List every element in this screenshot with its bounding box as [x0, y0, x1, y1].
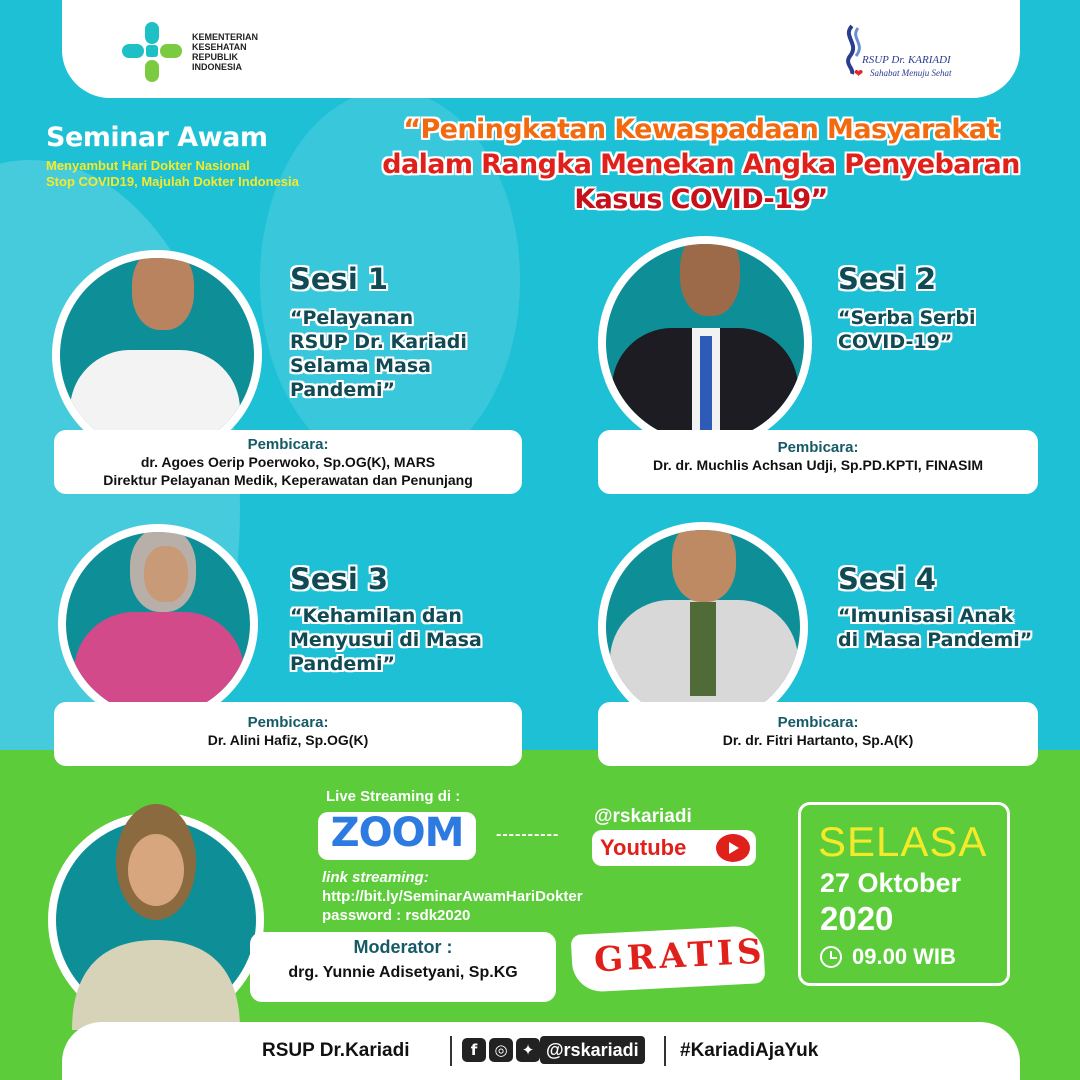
- session-topic: [838, 604, 1032, 652]
- speaker-heading: Pembicara:: [247, 714, 329, 731]
- speaker-card-3: [54, 702, 522, 766]
- moderator-photo: [42, 770, 270, 1030]
- speaker-card-2: [598, 430, 1038, 494]
- topic-line: Selama Masa: [290, 355, 431, 377]
- youtube-handle: @rskariadi: [594, 806, 692, 827]
- session-label: Sesi 3: [290, 562, 389, 596]
- speaker-heading: Pembicara:: [777, 714, 859, 731]
- seminar-subtitle: [46, 158, 299, 190]
- event-title-line: dalam Rangka Menekan Angka Penyebaran: [382, 149, 1020, 180]
- kemenkes-line: REPUBLIK: [192, 52, 239, 62]
- speaker-heading: Pembicara:: [777, 439, 859, 456]
- topic-line: “Pelayanan: [290, 307, 414, 329]
- event-title: [336, 112, 1066, 217]
- session-label: Sesi 1: [290, 262, 389, 296]
- speaker-photo-4: [598, 522, 808, 732]
- moderator-card: [250, 932, 556, 1002]
- kemenkes-line: KESEHATAN: [192, 42, 247, 52]
- event-time: 09.00 WIB: [852, 944, 956, 969]
- event-date: 27 Oktober: [820, 868, 962, 898]
- speaker-head: [132, 258, 194, 330]
- photo-background: [60, 258, 254, 452]
- topic-line: di Masa Pandemi”: [838, 629, 1033, 651]
- speaker-heading: Pembicara:: [247, 436, 329, 453]
- session-topic: [290, 604, 482, 676]
- zoom-logo: ZOOM: [330, 810, 464, 856]
- session-topic: [838, 306, 976, 354]
- footer-handle[interactable]: @rskariadi: [540, 1036, 645, 1064]
- speaker-name: Dr. Alini Hafiz, Sp.OG(K): [207, 732, 369, 748]
- live-streaming-label: Live Streaming di :: [326, 788, 461, 805]
- seminar-title: Seminar Awam: [46, 122, 268, 153]
- moderator-heading: Moderator :: [353, 937, 453, 957]
- photo-background: [606, 244, 804, 442]
- moderator-name: drg. Yunnie Adisetyani, Sp.KG: [288, 964, 518, 981]
- photo-background: [66, 532, 250, 716]
- event-year: 2020: [820, 900, 894, 937]
- speaker-role: Direktur Pelayanan Medik, Keperawatan dan Penunjang: [103, 472, 473, 488]
- topic-line: RSUP Dr. Kariadi: [290, 331, 467, 353]
- topic-line: “Kehamilan dan: [290, 605, 462, 627]
- streaming-link[interactable]: http://bit.ly/SeminarAwamHariDokter: [322, 888, 583, 905]
- topic-line: “Imunisasi Anak: [838, 605, 1014, 627]
- twitter-icon[interactable]: ✦: [516, 1038, 540, 1062]
- streaming-link-info: [322, 868, 583, 925]
- footer-hashtag: #KariadiAjaYuk: [680, 1040, 819, 1061]
- topic-line: Pandemi”: [290, 379, 396, 401]
- session-label: Sesi 4: [838, 562, 937, 596]
- speaker-head: [672, 530, 736, 602]
- footer-divider: [450, 1036, 452, 1066]
- footer-org-name: RSUP Dr.Kariadi: [262, 1040, 410, 1061]
- speaker-name: dr. Agoes Oerip Poerwoko, Sp.OG(K), MARS: [140, 454, 436, 470]
- speaker-photo-2: [598, 236, 812, 450]
- kemenkes-line: INDONESIA: [192, 62, 243, 72]
- subtitle-line: Stop COVID19, Majulah Dokter Indonesia: [46, 174, 299, 189]
- topic-line: “Serba Serbi: [838, 307, 976, 329]
- kemenkes-line: KEMENTERIAN: [192, 32, 259, 42]
- speaker-card-4: [598, 702, 1038, 766]
- speaker-photo-1: [52, 250, 262, 460]
- youtube-play-icon: [716, 834, 750, 862]
- speaker-name: Dr. dr. Muchlis Achsan Udji, Sp.PD.KPTI, FINASIM: [652, 457, 984, 473]
- topic-line: Menyusui di Masa: [290, 629, 482, 651]
- clock-icon: [820, 946, 842, 968]
- subtitle-line: Menyambut Hari Dokter Nasional: [46, 158, 250, 173]
- speaker-tie: [690, 602, 716, 696]
- kemenkes-wordmark: [192, 32, 292, 72]
- heart-icon: ❤: [854, 67, 864, 80]
- footer-divider: [664, 1036, 666, 1066]
- kemenkes-logo: [120, 22, 184, 82]
- youtube-label: Youtube: [600, 835, 687, 860]
- speaker-head: [144, 546, 188, 602]
- speaker-head: [680, 244, 740, 316]
- kariadi-tagline: Sahabat Menuju Sehat: [870, 68, 952, 78]
- event-day: SELASA: [818, 818, 988, 865]
- kariadi-wordmark: RSUP Dr. KARIADI: [862, 54, 951, 66]
- social-icons: [462, 1038, 540, 1064]
- event-title-line: “Peningkatan Kewaspadaan Masyarakat: [403, 114, 999, 145]
- session-label: Sesi 2: [838, 262, 937, 296]
- photo-background: [606, 530, 800, 724]
- topic-line: COVID-19”: [838, 331, 953, 353]
- facebook-icon[interactable]: f: [462, 1038, 486, 1062]
- link-label: link streaming:: [322, 869, 429, 886]
- speaker-name: Dr. dr. Fitri Hartanto, Sp.A(K): [722, 732, 914, 748]
- speaker-card-1: [54, 430, 522, 494]
- gratis-text: GRATIS: [593, 931, 767, 981]
- separator-dashes: ----------: [496, 826, 560, 843]
- speaker-tie: [700, 336, 712, 436]
- session-topic: [290, 306, 467, 402]
- instagram-icon[interactable]: ◎: [489, 1038, 513, 1062]
- speaker-photo-3: [58, 524, 258, 724]
- event-title-line: Kasus COVID-19”: [574, 184, 828, 215]
- topic-line: Pandemi”: [290, 653, 396, 675]
- streaming-password: password : rsdk2020: [322, 907, 471, 924]
- speaker-body: [74, 612, 244, 716]
